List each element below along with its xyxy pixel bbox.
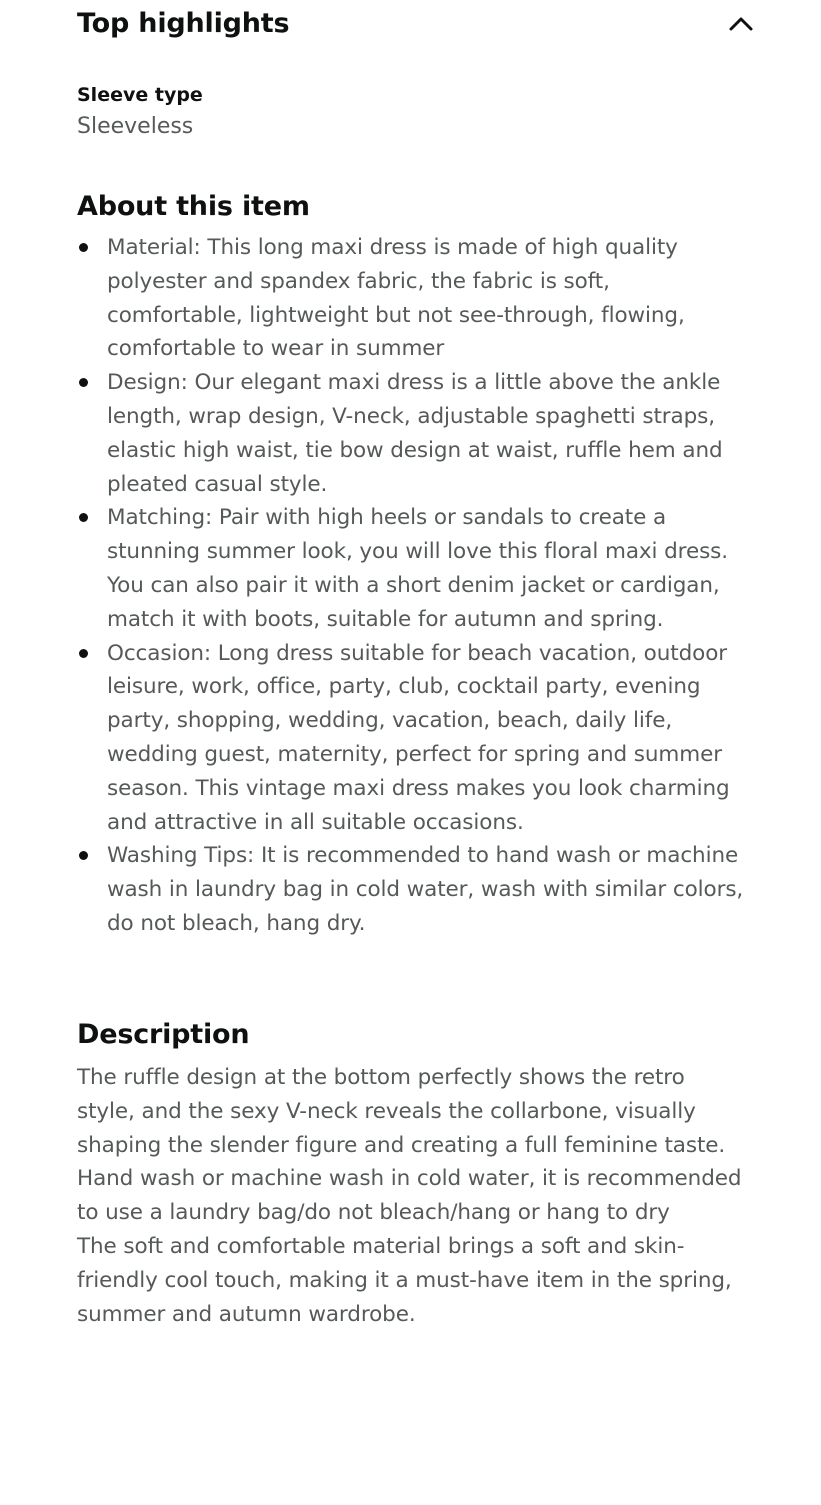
bullet-text: Matching: Pair with high heels or sandals to create a stunning summer look, you will love this floral maxi dress. You can also pair it with a short denim jacket or cardigan, match it with boots, suitable for autumn and spring. [107, 505, 729, 632]
bullet-text: Washing Tips: It is recommended to hand wash or machine wash in laundry bag in cold water, wash with similar colors, do not bleach, hang dry. [107, 843, 744, 936]
bullet-dot-icon [79, 513, 88, 522]
bullet-dot-icon [79, 243, 88, 252]
top-highlights-header[interactable] [77, 2, 757, 46]
chevron-up-icon[interactable] [725, 8, 757, 40]
description-title: Description [77, 1019, 250, 1050]
description-body [77, 1061, 747, 1331]
bullet-text: Occasion: Long dress suitable for beach vacation, outdoor leisure, work, office, party, club, cocktail party, evening party, shopping, wedding, vacation, beach, daily life, wedding guest, maternity, perfect for spring and summer season. This vintage maxi dress makes you look charming and attractive in all suitable occasions. [107, 640, 730, 835]
description-paragraph: The ruffle design at the bottom perfectly shows the retro style, and the sexy V-neck reveals the collarbone, visually shaping the slender figure and creating a full feminine taste. [77, 1065, 726, 1158]
sleeve-type-value: Sleeveless [77, 114, 194, 139]
description-paragraph: The soft and comfortable material brings a soft and skin-friendly cool touch, making it a must-have item in the spring, summer and autumn wardrobe. [77, 1233, 732, 1327]
bullet-item [77, 366, 747, 501]
bullet-dot-icon [79, 851, 88, 860]
about-bullet-list [77, 231, 747, 941]
bullet-text: Design: Our elegant maxi dress is a little above the ankle length, wrap design, V-neck, adjustable spaghetti straps, elastic high waist, tie bow design at waist, ruffle hem and pleated casual style. [107, 370, 723, 497]
bullet-text: Material: This long maxi dress is made of high quality polyester and spandex fabric, the fabric is soft, comfortable, lightweight but not see-through, flowing, comfortable to wear in summer [107, 235, 685, 362]
description-paragraph: Hand wash or machine wash in cold water, it is recommended to use a laundry bag/do not bleach/hang or hang to dry [77, 1166, 742, 1226]
bullet-item [77, 637, 747, 840]
bullet-dot-icon [79, 378, 88, 387]
bullet-dot-icon [79, 649, 88, 658]
sleeve-type-label: Sleeve type [77, 84, 203, 106]
bullet-item [77, 231, 747, 366]
bullet-item [77, 839, 747, 940]
about-this-item-title: About this item [77, 191, 310, 222]
bullet-item [77, 501, 747, 636]
top-highlights-title: Top highlights [77, 8, 290, 39]
